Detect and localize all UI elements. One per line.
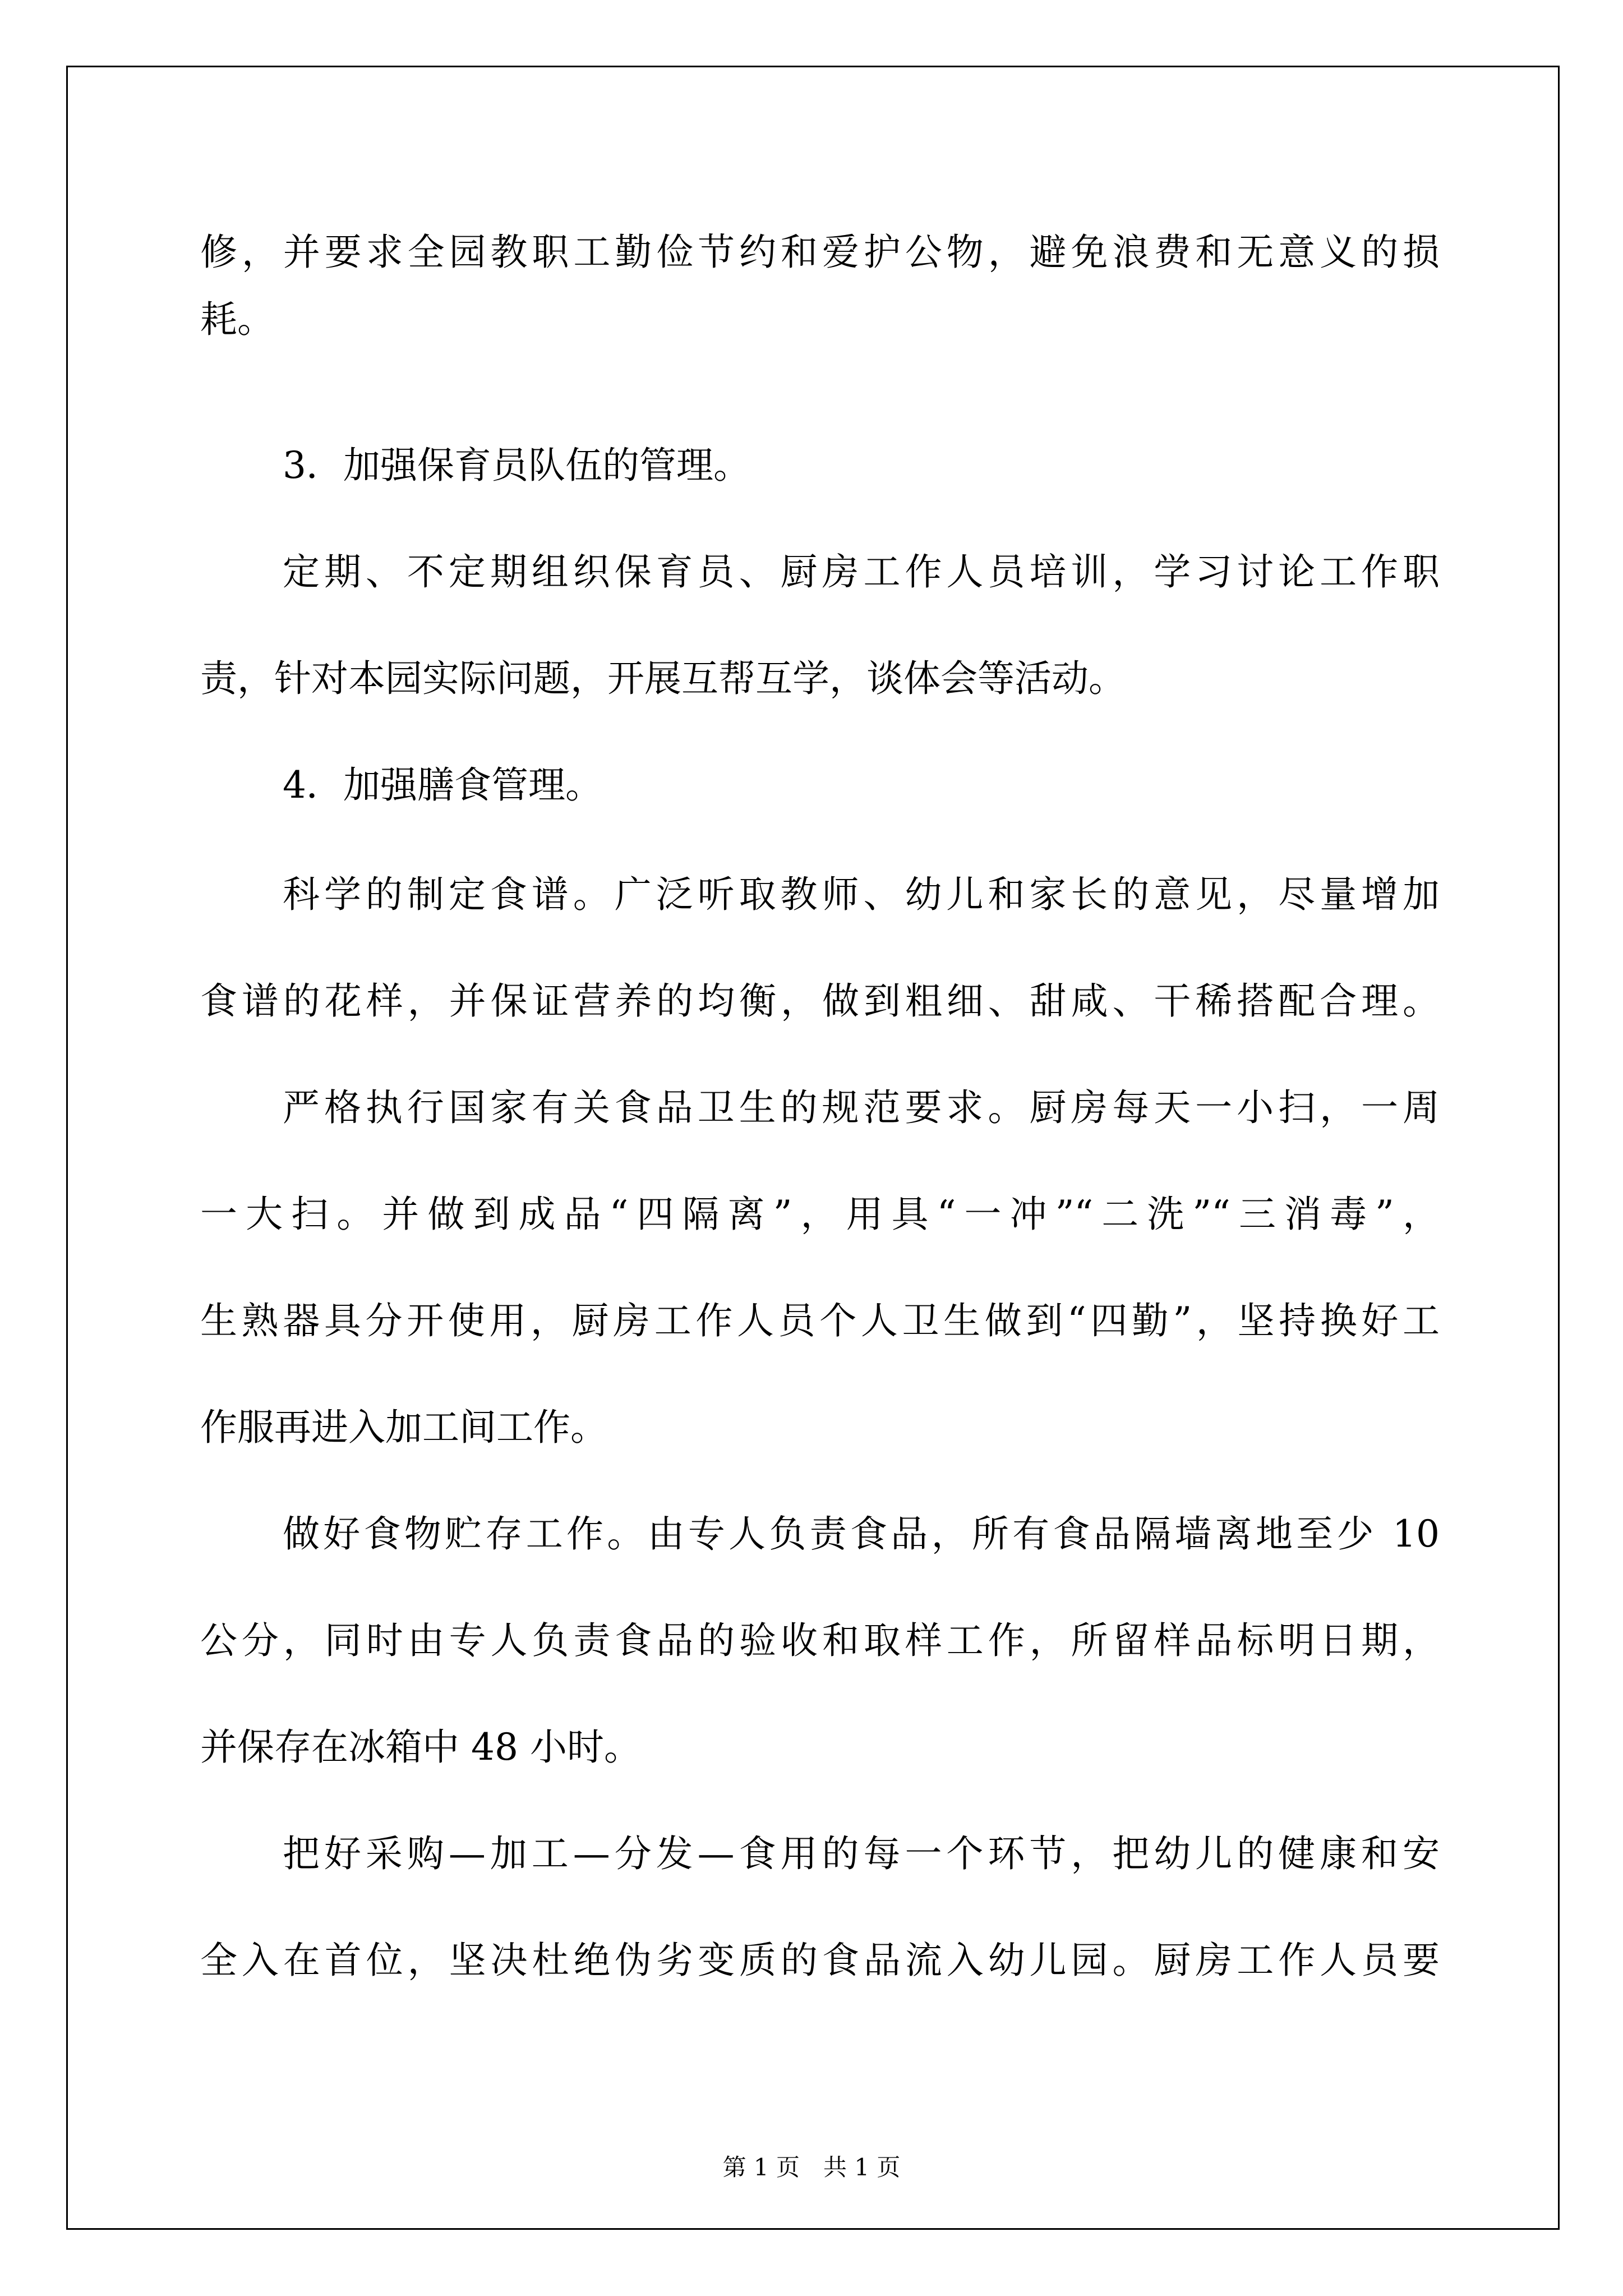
text-line: 做好食物贮存工作。由专人负责食品，所有食品隔墙离地至少 10 (283, 1512, 1440, 1556)
text-line: 责，针对本园实际问题，开展互帮互学，谈体会等活动。 (200, 657, 1126, 700)
text-line: 定期、不定期组织保育员、厨房工作人员培训，学习讨论工作职 (283, 550, 1440, 593)
page-footer: 第 1 页 共 1 页 (722, 2154, 901, 2181)
section-heading: 3．加强保育员队伍的管理。 (283, 444, 750, 487)
text-line: 科学的制定食谱。广泛听取教师、幼儿和家长的意见，尽量增加 (283, 873, 1440, 916)
section-heading: 4．加强膳食管理。 (283, 763, 602, 807)
text-line: 严格执行国家有关食品卫生的规范要求。厨房每天一小扫，一周 (283, 1086, 1440, 1129)
text-line: 耗。 (200, 298, 274, 341)
text-line: 把好采购—加工—分发—食用的每一个环节，把幼儿的健康和安 (283, 1832, 1440, 1875)
text-line: 公分，同时由专人负责食品的验收和取样工作，所留样品标明日期， (200, 1619, 1440, 1662)
text-line: 食谱的花样，并保证营养的均衡，做到粗细、甜咸、干稀搭配合理。 (200, 979, 1440, 1023)
text-line: 修，并要求全园教职工勤俭节约和爱护公物，避免浪费和无意义的损 (200, 231, 1440, 274)
text-line: 全入在首位，坚决杜绝伪劣变质的食品流入幼儿园。厨房工作人员要 (200, 1939, 1440, 1982)
text-line: 并保存在冰箱中 48 小时。 (200, 1726, 641, 1769)
page-border (66, 66, 1560, 2230)
text-line: 生熟器具分开使用，厨房工作人员个人卫生做到“四勤”，坚持换好工 (200, 1299, 1440, 1342)
text-line: 作服再进入加工间工作。 (200, 1406, 607, 1449)
text-line: 一大扫。并做到成品“四隔离”，用具“一冲”“二洗”“三消毒”， (200, 1193, 1440, 1236)
